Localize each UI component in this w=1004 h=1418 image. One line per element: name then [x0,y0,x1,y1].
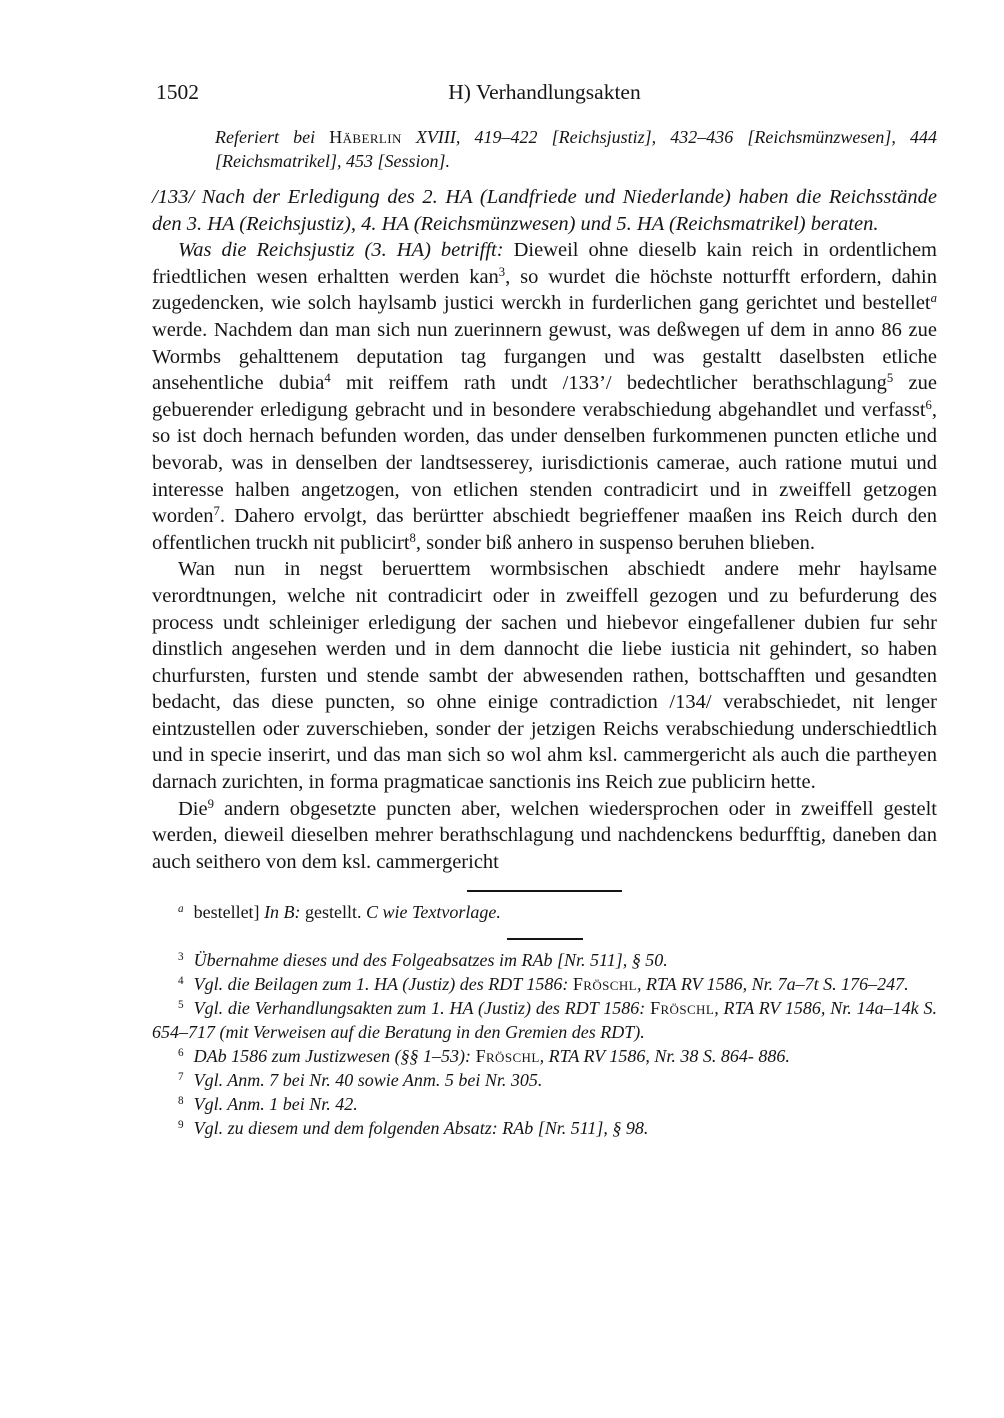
text-run: /133/ Nach der Erledigung des 2. HA (Landfriede und Niederlande) haben die Reichsstände den 3. HA (Reichsjustiz), 4. HA (Reichsmünzwesen) und 5. HA (Reichsmatrikel) beraten. [152,186,937,235]
text-run: Vgl. Anm. 7 bei Nr. 40 sowie Anm. 5 bei Nr. 305. [193,1070,543,1091]
paragraph [152,796,937,876]
text-run: , [636,974,646,995]
note-marker: 9 [178,1119,184,1132]
text-run: Wan nun in negst beruerttem wormbsischen abschiedt andere mehr haylsame verordtnungen, welche nit contradicirt oder in zweiffell gezogen und zu befurderung des process undt schleiniger erledigung der sachen und hiebevor eingefallener dubien fur sehr dinstlich angesehen werden und in dem dannocht die liebe iusticia nit gehindert, so haben churfursten, fursten und stende sambt der abwesenden rathen, bottschafften und gesandten bedacht, das diese puncten, so ohne einige contradiction /134/ verabschiedet, nit lenger eintzustellen oder zuverschieben, sonder der jetzigen Reichs verabschiedung underschiedtlich und in specie inserirt, und das man sich so wol ahm ksl. cammergericht als auch die partheyen darnach zurichten, in forma pragmaticae sanctionis ins Reich zue publicirn hette. [152,558,937,794]
text-run: , so ist doch hernach befunden worden, das under denselben furkommenen puncten etliche und bevorab, was in denselben der landtsesserey, iurisdictionis camerae, auch ratione mutui und interesse halben angetzogen, von etlichen stenden contradicirt und in zweiffell getzogen worden [152,398,937,528]
text-run: In B: [264,902,301,923]
text-run: RTA RV 1586, Nr. 38 S. 864- 886. [548,1046,790,1067]
footnote [152,1068,937,1092]
note-marker: 6 [178,1047,184,1060]
note-reference-marker: 7 [213,504,220,519]
text-run: zue gebuerender erledigung gebracht und in besondere verabschiedung abgehandlet und verfasst [152,372,937,421]
text-run: Die [178,797,208,820]
text-run: Fröschl [650,998,715,1019]
text-run: Vgl. zu diesem und dem folgenden Absatz: RAb [Nr. 511], § 98. [193,1118,649,1139]
text-run: werde. Nachdem dan man sich nun zuerinnern gewust, was deßwegen uf dem in anno 86 zue Wormbs gehalttenem deputation tag furgangen und was gestaltt daselbsten etliche ansehentliche dubia [152,318,937,395]
paragraph-editorial-summary [152,184,937,237]
note-marker: 4 [178,975,184,988]
note-reference-marker: 3 [498,264,506,279]
note-reference-marker: 4 [324,371,331,386]
note-marker: a [178,903,184,916]
text-run: Referiert bei [215,127,330,147]
text-run: Was die Reichsjustiz (3. HA) betrifft: [178,239,504,262]
text-run: andern obgesetzte puncten aber, welchen wiedersprochen oder in zweiffell gestelt werden, dieweil dieselben mehrer berathschlagung und nachdenckens bedurfftig, daneben dan auch seithero von dem ksl. cammergericht [152,797,937,873]
note-marker: 8 [178,1095,184,1108]
text-run: , so wurdet die höchste notturfft erfordern, dahin zugedencken, wie solch haylsamb justici werckh in furderlichen gang gerichtet und bestellet [152,265,937,315]
footnotes [152,948,937,1140]
footnote [152,1092,937,1116]
note-reference-marker: a [930,291,937,306]
note-marker: 5 [178,999,184,1012]
apparatus-note [152,900,937,924]
footnote-divider [507,938,583,940]
paragraph [152,556,937,795]
text-run: , [539,1046,549,1067]
text-run: Vgl. die Beilagen zum 1. HA (Justiz) des RDT 1586: [193,974,573,995]
footnote [152,1116,937,1140]
text-run: Vgl. die Verhandlungsakten zum 1. HA (Justiz) des RDT 1586: [193,998,651,1019]
text-run: RTA RV 1586, Nr. 7a–7t S. 176–247. [645,974,909,995]
text-run: , sonder biß anhero in suspenso beruhen blieben. [415,531,815,554]
text-run: Fröschl [572,974,637,995]
apparatus-divider [467,890,622,892]
note-reference-marker: 9 [207,796,214,811]
page-header [152,79,937,106]
text-run: gestellt. [300,902,367,923]
text-run: C wie Textvorlage. [366,902,501,923]
note-reference-marker: 8 [409,530,416,545]
paragraph [152,237,937,556]
page-number: 1502 [156,80,199,104]
footnote [152,948,937,972]
text-run: DAb 1586 zum Justizwesen (§§ 1–53): [193,1046,476,1067]
text-run: Häberlin [329,127,402,147]
text-run: mit reiffem rath undt /133’/ bedechtlicher berathschlagung [330,372,887,395]
reference-note [215,125,937,173]
text-run: RTA RV 1586, Nr. 14a–14k S. 654–717 (mit Verweisen auf die Beratung in den Gremien des RDT). [152,998,937,1043]
text-run: Fröschl [475,1046,540,1067]
running-head: H) Verhandlungsakten [448,80,641,104]
text-run: bestellet] [193,902,265,923]
text-run: Übernahme dieses und des Folgeabsatzes im RAb [Nr. 511], § 50. [193,950,668,971]
note-reference-marker: 6 [925,397,932,412]
note-reference-marker: 5 [886,371,894,386]
text-run: , [714,998,724,1019]
note-marker: 3 [178,951,184,964]
note-marker: 7 [178,1071,184,1084]
footnote [152,1044,937,1068]
text-run: Vgl. Anm. 1 bei Nr. 42. [193,1094,358,1115]
body-text [152,184,937,875]
text-run: XVIII, 419–422 [Reichsjustiz], 432–436 [Reichsmünzwesen], 444 [Reichsmatrikel], 453 [Session]. [215,127,937,171]
footnote [152,972,937,996]
footnote [152,996,937,1044]
text-run: Dieweil ohne dieselb kain reich in ordentlichem friedtlichen wesen erhaltten werden kan [152,239,937,288]
text-run: . Dahero ervolgt, das berürtter abschiedt begrieffener maaßen ins Reich durch den offentlichen truckh nit publicirt [152,505,937,554]
